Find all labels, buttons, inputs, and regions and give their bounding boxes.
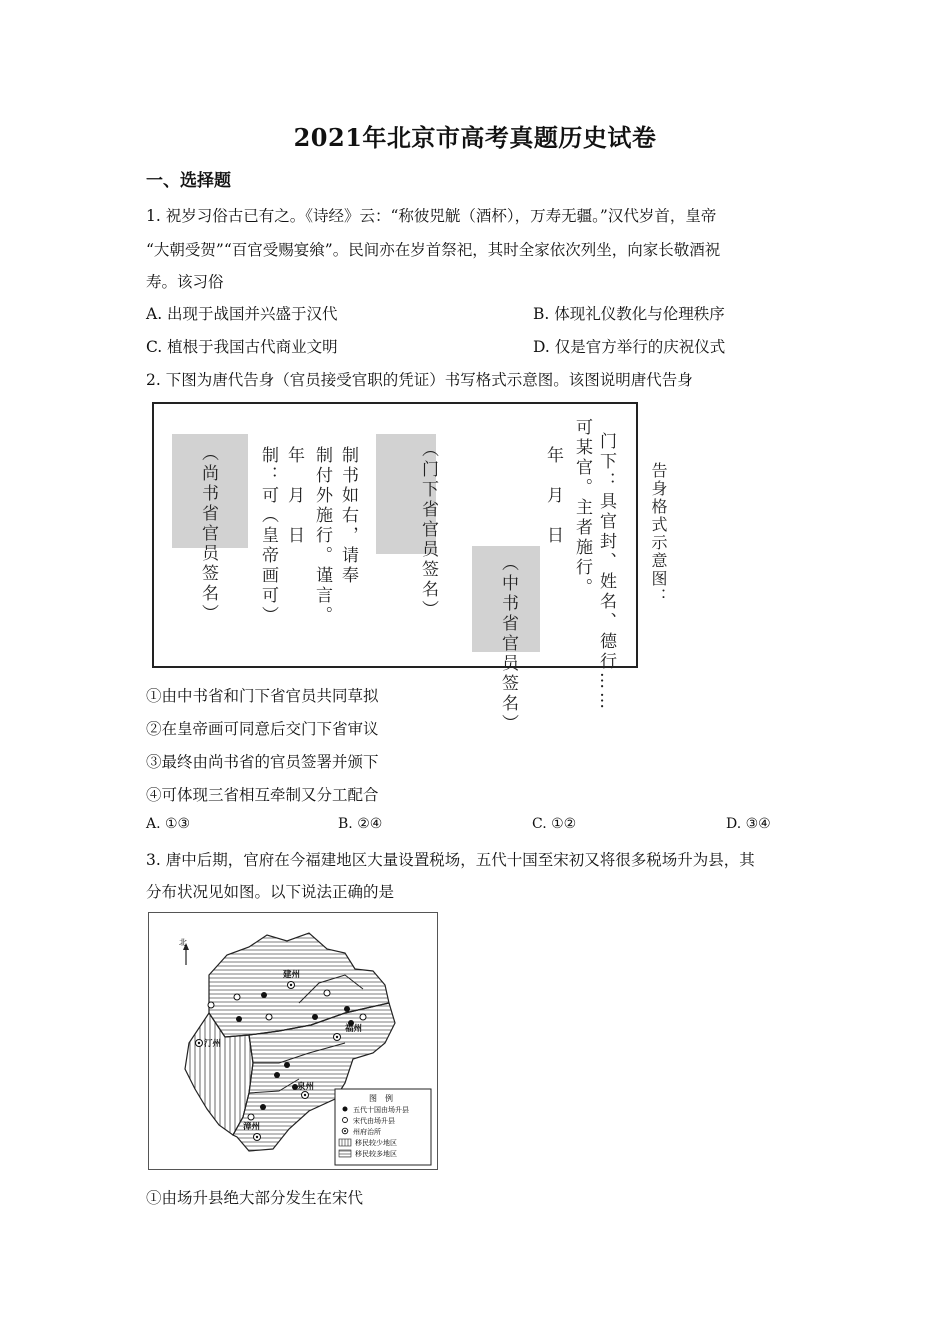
q1-stem-line-3: 寿。该习俗 [146, 273, 224, 291]
q1-option-c[interactable]: C. 植根于我国古代商业文明 [146, 338, 338, 356]
q1-stem-line-1: 1. 祝岁习俗古已有之。《诗经》云：“称彼兕觥（酒杯），万寿无疆。”汉代岁首，皇帝 [146, 207, 717, 225]
legend-item-5: 移民较多地区 [355, 1150, 397, 1158]
fujian-map [149, 913, 436, 1168]
city-label-fuzhou: 福州 [345, 1024, 363, 1034]
col-zhongshu-sign: （中书省官员签名） [498, 554, 518, 734]
q3-statement-1: ①由场升县绝大部分发生在宋代 [146, 1189, 364, 1207]
q2-statement-1: ①由中书省和门下省官员共同草拟 [146, 687, 379, 705]
col-zhi-ke: 制：可（皇帝画可） [258, 446, 278, 626]
city-label-zhangzhou: 漳州 [243, 1122, 261, 1132]
legend-item-3: 州府治所 [353, 1128, 381, 1136]
q1-option-d[interactable]: D. 仅是官方举行的庆祝仪式 [533, 338, 726, 356]
col-zhishu-2: 制付外施行。谨言。 [312, 446, 332, 626]
col-menxia-header: 门下：具官封、姓名、德行…… [596, 432, 616, 712]
page-title: 2021年北京市高考真题历史试卷 [293, 123, 657, 152]
q3-stem-line-1: 3. 唐中后期，官府在今福建地区大量设置税场，五代十国至宋初又将很多税场升为县，其 [146, 851, 755, 869]
legend-item-2: 宋代由场升县 [353, 1117, 395, 1125]
legend-item-1: 五代十国由场升县 [353, 1106, 409, 1114]
legend-title: 图 例 [369, 1094, 393, 1103]
north-label: 北 [179, 938, 187, 947]
figure-side-title: 告身格式示意图： [649, 462, 668, 606]
city-label-quanzhou: 泉州 [297, 1082, 315, 1092]
city-label-tingzhou: 汀州 [204, 1039, 222, 1049]
q3-stem-line-2: 分布状况见如图。以下说法正确的是 [146, 883, 395, 901]
col-shangshu-sign: （尚书省官员签名） [198, 444, 218, 624]
col-zhishu-1: 制书如右，请奉 [338, 446, 358, 586]
q1-option-b[interactable]: B. 体现礼仪教化与伦理秩序 [533, 305, 725, 323]
col-ke-mou-guan: 可某官。主者施行。 [572, 418, 592, 598]
q2-statement-4: ④可体现三省相互牵制又分工配合 [146, 786, 379, 804]
q2-statement-2: ②在皇帝画可同意后交门下省审议 [146, 720, 379, 738]
col-date-1: 年 月 日 [543, 446, 563, 546]
q1-stem-line-2: “大朝受贺”“百官受赐宴飨”。民间亦在岁首祭祀，其时全家依次列坐，向家长敬酒祝 [146, 241, 721, 259]
section-heading: 一、选择题 [146, 171, 231, 191]
q2-option-a[interactable]: A. ①③ [146, 816, 191, 832]
legend-item-4: 移民较少地区 [355, 1139, 397, 1147]
q1-option-a[interactable]: A. 出现于战国并兴盛于汉代 [146, 305, 338, 323]
q2-stem: 2. 下图为唐代告身（官员接受官职的凭证）书写格式示意图。该图说明唐代告身 [146, 371, 693, 389]
col-date-2: 年 月 日 [284, 446, 304, 546]
city-label-jianzhou: 建州 [283, 970, 301, 980]
col-menxia-sign: （门下省官员签名） [418, 440, 438, 620]
q2-option-d[interactable]: D. ③④ [726, 816, 771, 832]
q2-option-b[interactable]: B. ②④ [338, 816, 383, 832]
q2-statement-3: ③最终由尚书省的官员签署并颁下 [146, 753, 379, 771]
q2-option-c[interactable]: C. ①② [532, 816, 577, 832]
map-legend [335, 1089, 431, 1165]
fujian-map-figure [148, 912, 438, 1170]
